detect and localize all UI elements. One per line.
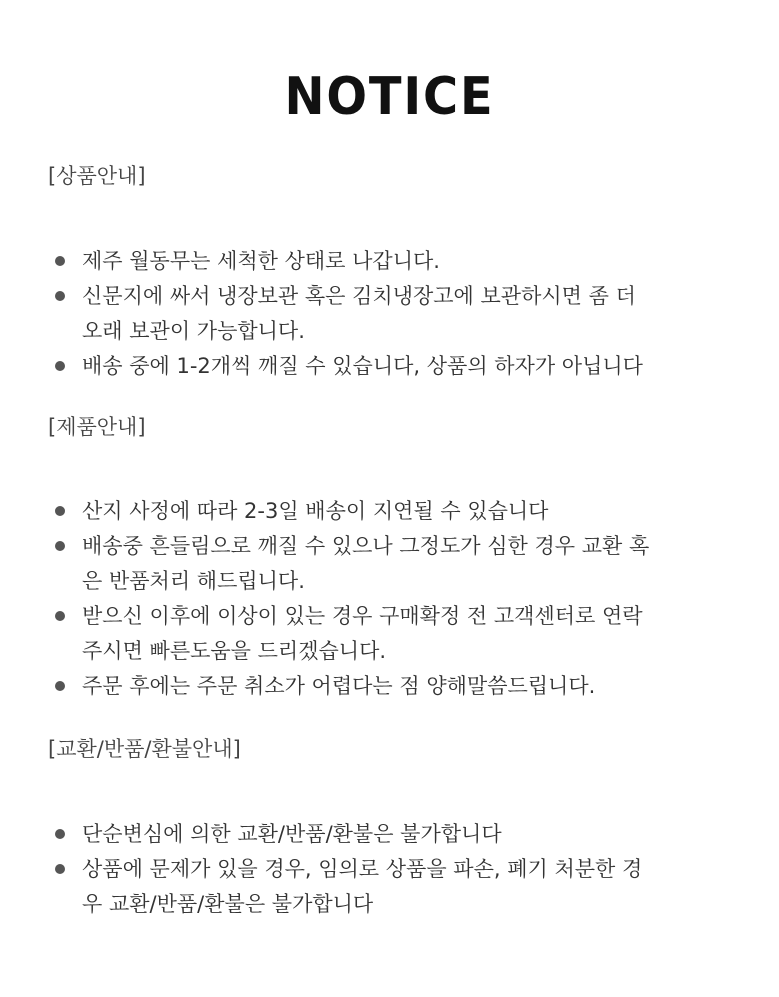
- list-item: [48, 349, 748, 384]
- bullet-dot-icon: [55, 541, 65, 551]
- list-item-text: 배송중 흔들림으로 깨질 수 있으나 그정도가 심한 경우 교환 혹 은 반품처리 해드립니다.: [82, 534, 650, 593]
- section-item-info: [48, 411, 748, 704]
- section-heading: [교환/반품/환불안내]: [48, 737, 241, 761]
- section-exchange-return-refund: [48, 733, 748, 922]
- list-item: [48, 852, 748, 922]
- list-item-text: 산지 사정에 따라 2-3일 배송이 지연될 수 있습니다: [82, 499, 549, 523]
- bullet-list: [48, 817, 748, 922]
- bullet-dot-icon: [55, 256, 65, 266]
- bullet-dot-icon: [55, 611, 65, 621]
- bullet-dot-icon: [55, 506, 65, 516]
- list-item: [48, 669, 748, 704]
- bullet-dot-icon: [55, 864, 65, 874]
- section-product-info: [48, 160, 748, 384]
- list-item: [48, 244, 748, 279]
- list-item-text: 받으신 이후에 이상이 있는 경우 구매확정 전 고객센터로 연락 주시면 빠른도움을 드리겠습니다.: [82, 604, 643, 663]
- list-item: [48, 279, 748, 349]
- section-heading: [제품안내]: [48, 415, 146, 439]
- list-item-text: 배송 중에 1-2개씩 깨질 수 있습니다, 상품의 하자가 아닙니다: [82, 354, 643, 378]
- list-item: [48, 529, 748, 599]
- list-item-text: 주문 후에는 주문 취소가 어렵다는 점 양해말씀드립니다.: [82, 674, 596, 698]
- list-item-text: 제주 월동무는 세척한 상태로 나갑니다.: [82, 249, 440, 273]
- bullet-dot-icon: [55, 681, 65, 691]
- list-item: [48, 599, 748, 669]
- bullet-list: [48, 494, 748, 704]
- list-item-text: 단순변심에 의한 교환/반품/환불은 불가합니다: [82, 822, 502, 846]
- list-item: [48, 817, 748, 852]
- section-heading: [상품안내]: [48, 164, 146, 188]
- page-title: NOTICE: [284, 67, 495, 127]
- bullet-dot-icon: [55, 361, 65, 371]
- bullet-dot-icon: [55, 829, 65, 839]
- list-item-text: 신문지에 싸서 냉장보관 혹은 김치냉장고에 보관하시면 좀 더 오래 보관이 가능합니다.: [82, 284, 636, 343]
- list-item-text: 상품에 문제가 있을 경우, 임의로 상품을 파손, 폐기 처분한 경 우 교환/반품/환불은 불가합니다: [82, 857, 643, 916]
- list-item: [48, 494, 748, 529]
- bullet-dot-icon: [55, 291, 65, 301]
- bullet-list: [48, 244, 748, 384]
